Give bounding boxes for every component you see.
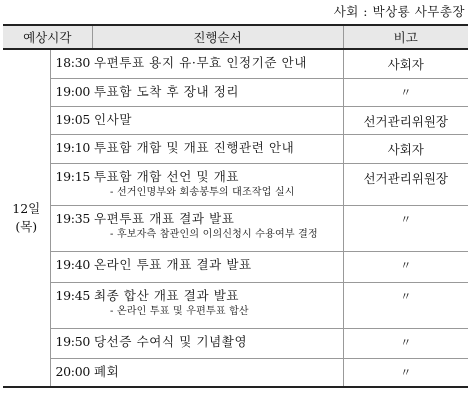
time-cell: 19:05	[50, 106, 92, 134]
table-row	[3, 205, 468, 251]
time-cell: 19:45	[50, 282, 92, 328]
procedure-cell	[92, 328, 343, 358]
table-row	[3, 163, 468, 205]
table-row	[3, 106, 468, 134]
note-cell: 〃	[343, 251, 468, 282]
time-cell: 19:50	[50, 328, 92, 358]
note-cell: 〃	[343, 358, 468, 387]
table-row	[3, 328, 468, 358]
time-cell: 19:35	[50, 205, 92, 251]
note-cell: 선거관리위원장	[343, 163, 468, 205]
procedure-item: 투표함 개함 및 개표 진행관련 안내	[94, 139, 295, 155]
procedure-item: 우편투표 개표 결과 발표	[94, 210, 235, 226]
table-row	[3, 358, 468, 387]
table-row	[3, 282, 468, 328]
procedure-cell	[92, 163, 343, 205]
note-cell: 〃	[343, 282, 468, 328]
date-cell	[3, 49, 50, 387]
procedure-item: 폐회	[94, 363, 120, 379]
procedure-item: 우편투표 용지 유·무효 인정기준 안내	[94, 55, 307, 70]
procedure-subitem: - 후보자측 참관인의 이의신청시 수용여부 결정	[110, 228, 318, 240]
note-cell: 〃	[343, 205, 468, 251]
time-cell: 20:00	[50, 358, 92, 387]
note-cell: 사회자	[343, 49, 468, 78]
time-cell: 19:15	[50, 163, 92, 205]
time-cell: 19:00	[50, 78, 92, 106]
procedure-cell	[92, 78, 343, 106]
schedule-table	[3, 24, 468, 388]
procedure-subitem: - 선거인명부와 회송봉투의 대조작업 실시	[110, 186, 295, 198]
table-row	[3, 251, 468, 282]
procedure-cell	[92, 251, 343, 282]
procedure-cell	[92, 134, 343, 163]
header-note: 비고	[343, 25, 468, 49]
time-cell: 19:10	[50, 134, 92, 163]
procedure-item: 당선증 수여식 및 기념촬영	[94, 333, 248, 349]
date-day: 12일	[12, 201, 41, 216]
date-weekday: (목)	[15, 219, 38, 234]
time-cell: 18:30	[50, 49, 92, 78]
procedure-cell	[92, 282, 343, 328]
note-cell: 사회자	[343, 134, 468, 163]
note-cell: 〃	[343, 328, 468, 358]
procedure-cell	[92, 106, 343, 134]
header-procedure: 진행순서	[92, 25, 343, 49]
procedure-cell	[92, 49, 343, 78]
procedure-item: 투표함 도착 후 장내 정리	[94, 83, 240, 99]
procedure-cell	[92, 205, 343, 251]
time-cell: 19:40	[50, 251, 92, 282]
table-header-row	[3, 25, 468, 49]
procedure-item: 온라인 투표 개표 결과 발표	[94, 256, 252, 272]
procedure-subitem: - 온라인 투표 및 우편투표 합산	[110, 305, 249, 317]
procedure-item: 인사말	[94, 111, 133, 127]
note-cell: 선거관리위원장	[343, 106, 468, 134]
note-cell: 〃	[343, 78, 468, 106]
header-time: 예상시각	[3, 25, 92, 49]
table-row	[3, 78, 468, 106]
moderator-label: 사회 : 박상룡 사무총장	[333, 4, 465, 19]
table-row	[3, 134, 468, 163]
procedure-item: 최종 합산 개표 결과 발표	[94, 287, 240, 303]
procedure-item: 투표함 개함 선언 및 개표	[94, 168, 240, 184]
table-row	[3, 49, 468, 78]
procedure-cell	[92, 358, 343, 387]
